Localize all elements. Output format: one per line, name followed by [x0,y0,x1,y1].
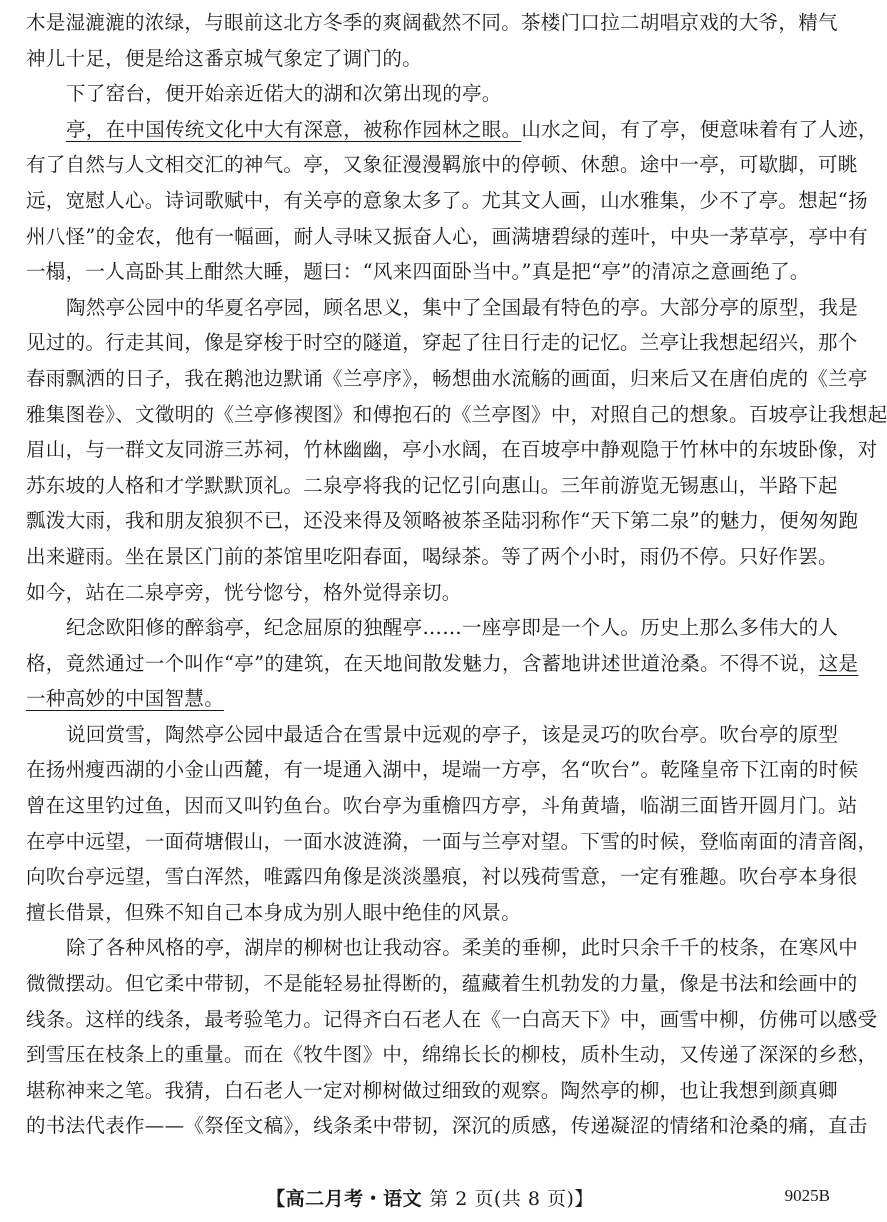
text-line [26,824,878,860]
line-text: 雅集图卷》、文徵明的《兰亭修禊图》和傅抱石的《兰亭图》中，对照自己的想象。百坡亭让我想起 [26,402,887,426]
text-line [26,397,887,433]
text-line [26,539,838,575]
line-text: 陶然亭公园中的华夏名亭园，顾名思义，集中了全国最有特色的亭。大部分亭的原型，我是 [66,295,859,319]
text-line [26,1002,878,1038]
line-text: 神儿十足，便是给这番京城气象定了调门的。 [26,46,423,70]
text-line [26,788,858,824]
line-text-continued: 山水之间，有了亭，便意味着有了人迹， [521,117,878,141]
line-text: 有了自然与人文相交汇的神气。亭，又象征漫漫羁旅中的停顿、休憩。途中一亭，可歇脚，可眺 [26,153,858,177]
text-line [26,5,838,41]
line-text: 除了各种风格的亭，湖岸的柳树也让我动容。柔美的垂柳，此时只余千千的枝条，在寒风中 [66,936,859,960]
text-line [26,859,858,895]
text-line [26,752,859,788]
underlined-text: 亭，在中国传统文化中大有深意，被称作园林之眼。 [66,117,522,141]
footer-title [0,1184,860,1211]
line-text: 到雪压在枝条上的重量。而在《牧牛图》中，绵绵长长的柳枝，质朴生动，又传递了深深的乡愁， [26,1043,878,1067]
line-text: 微微摆动。但它柔中带韧，不是能轻易扯得断的，蕴藏着生机勃发的力量，像是书法和绘画中的 [26,972,858,996]
text-line [26,183,868,219]
line-text: 眉山，与一群文友同游三苏祠，竹林幽幽，亭小水阔，在百坡亭中静观隐于竹林中的东坡卧像，对 [26,438,878,462]
line-text: 春雨飘洒的日子，我在鹅池边默诵《兰亭序》，畅想曲水流觞的画面，归来后又在唐伯虎的《兰亭 [26,366,868,390]
article-body [26,5,887,1144]
line-text: 州八怪”的金农，他有一幅画，耐人寻味又振奋人心，画满塘碧绿的莲叶，中央一茅草亭，亭中有 [26,224,868,248]
paper-code: 9025B [784,1186,830,1205]
text-line [26,575,834,611]
line-text: 的书法代表作——《祭侄文稿》，线条柔中带韧，深沉的质感，传递凝涩的情绪和沧桑的痛，直击 [26,1114,868,1138]
text-line [26,503,859,539]
text-line [26,1073,838,1109]
line-text: 木是湿漉漉的浓绿，与眼前这北方冬季的爽阔截然不同。茶楼门口拉二胡唱京戏的大爷，精气 [26,11,838,34]
underlined-text: 这是 [818,651,859,675]
line-text: 远，宽慰人心。诗词歌赋中，有关亭的意象太多了。尤其文人画，山水雅集，少不了亭。想起“扬 [26,188,868,212]
text-line [26,1037,878,1073]
line-text: 下了窑台，便开始亲近偌大的湖和次第出现的亭。 [66,82,502,106]
line-text: 线条。这样的线条，最考验笔力。记得齐白石老人在《一白高天下》中，画雪中柳，仿佛可以感受 [26,1007,878,1031]
text-line [26,290,859,326]
line-text: 见过的。行走其间，像是穿梭于时空的隧道，穿起了往日行走的记忆。兰亭让我想起绍兴，那个 [26,331,858,355]
line-text: 纪念欧阳修的醉翁亭，纪念屈原的独醒亭……一座亭即是一个人。历史上那么多伟大的人 [66,616,839,640]
text-line [26,254,834,290]
text-line [26,681,834,717]
line-text: 出来避雨。坐在景区门前的茶馆里吃阳春面，喝绿茶。等了两个小时，雨仍不停。只好作罢。 [26,544,838,568]
line-text: 堪称神来之笔。我猜，白石老人一定对柳树做过细致的观察。陶然亭的柳，也让我想到颜真卿 [26,1078,838,1102]
text-line [26,41,834,77]
line-text: 向吹台亭远望，雪白浑然，唯露四角像是淡淡墨痕，衬以残荷雪意，一定有雅趣。吹台亭本身很 [26,865,858,889]
text-line [26,1108,868,1144]
line-text: 擅长借景，但殊不知自己本身成为别人眼中绝佳的风景。 [26,900,522,924]
text-line [26,76,834,112]
text-line [26,895,834,931]
exam-title: 【高二月考・语文 [266,1188,423,1210]
text-line [26,717,839,753]
text-line [26,219,868,255]
line-text: 格，竟然通过一个叫作“亭”的建筑，在天地间散发魅力，含蓄地讲述世道沧桑。不得不说， [26,651,819,675]
text-line [26,361,868,397]
page-number: 第 2 页(共 8 页)】 [429,1188,594,1210]
line-text: 瓢泼大雨，我和朋友狼狈不已，还没来得及领略被茶圣陆羽称作“天下第二泉”的魅力，便匆匆跑 [26,509,859,533]
text-line [26,147,858,183]
text-line [26,325,858,361]
text-line [26,610,839,646]
page-footer [0,1184,860,1214]
text-line [26,966,858,1002]
line-text: 一榻，一人高卧其上酣然大睡，题曰：“风来四面卧当中。”真是把“亭”的清凉之意画绝了。 [26,260,810,284]
text-line [26,646,859,682]
text-line [26,468,838,504]
line-text: 曾在这里钓过鱼，因而又叫钓鱼台。吹台亭为重檐四方亭，斗角黄墙，临湖三面皆开圆月门。站 [26,794,858,818]
underlined-text: 一种高妙的中国智慧。 [26,687,225,711]
line-text: 如今，站在二泉亭旁，恍兮惚兮，格外觉得亲切。 [26,580,462,604]
line-text: 在亭中远望，一面荷塘假山，一面水波涟漪，一面与兰亭对望。下雪的时候，登临南面的清音阁， [26,829,878,853]
text-line [26,432,878,468]
text-line [26,930,859,966]
text-line [26,112,878,148]
line-text: 苏东坡的人格和才学默默顶礼。二泉亭将我的记忆引向惠山。三年前游览无锡惠山，半路下起 [26,473,838,497]
line-text: 说回赏雪，陶然亭公园中最适合在雪景中远观的亭子，该是灵巧的吹台亭。吹台亭的原型 [66,722,839,746]
line-text: 在扬州瘦西湖的小金山西麓，有一堤通入湖中，堤端一方亭，名“吹台”。乾隆皇帝下江南的时候 [26,758,859,782]
